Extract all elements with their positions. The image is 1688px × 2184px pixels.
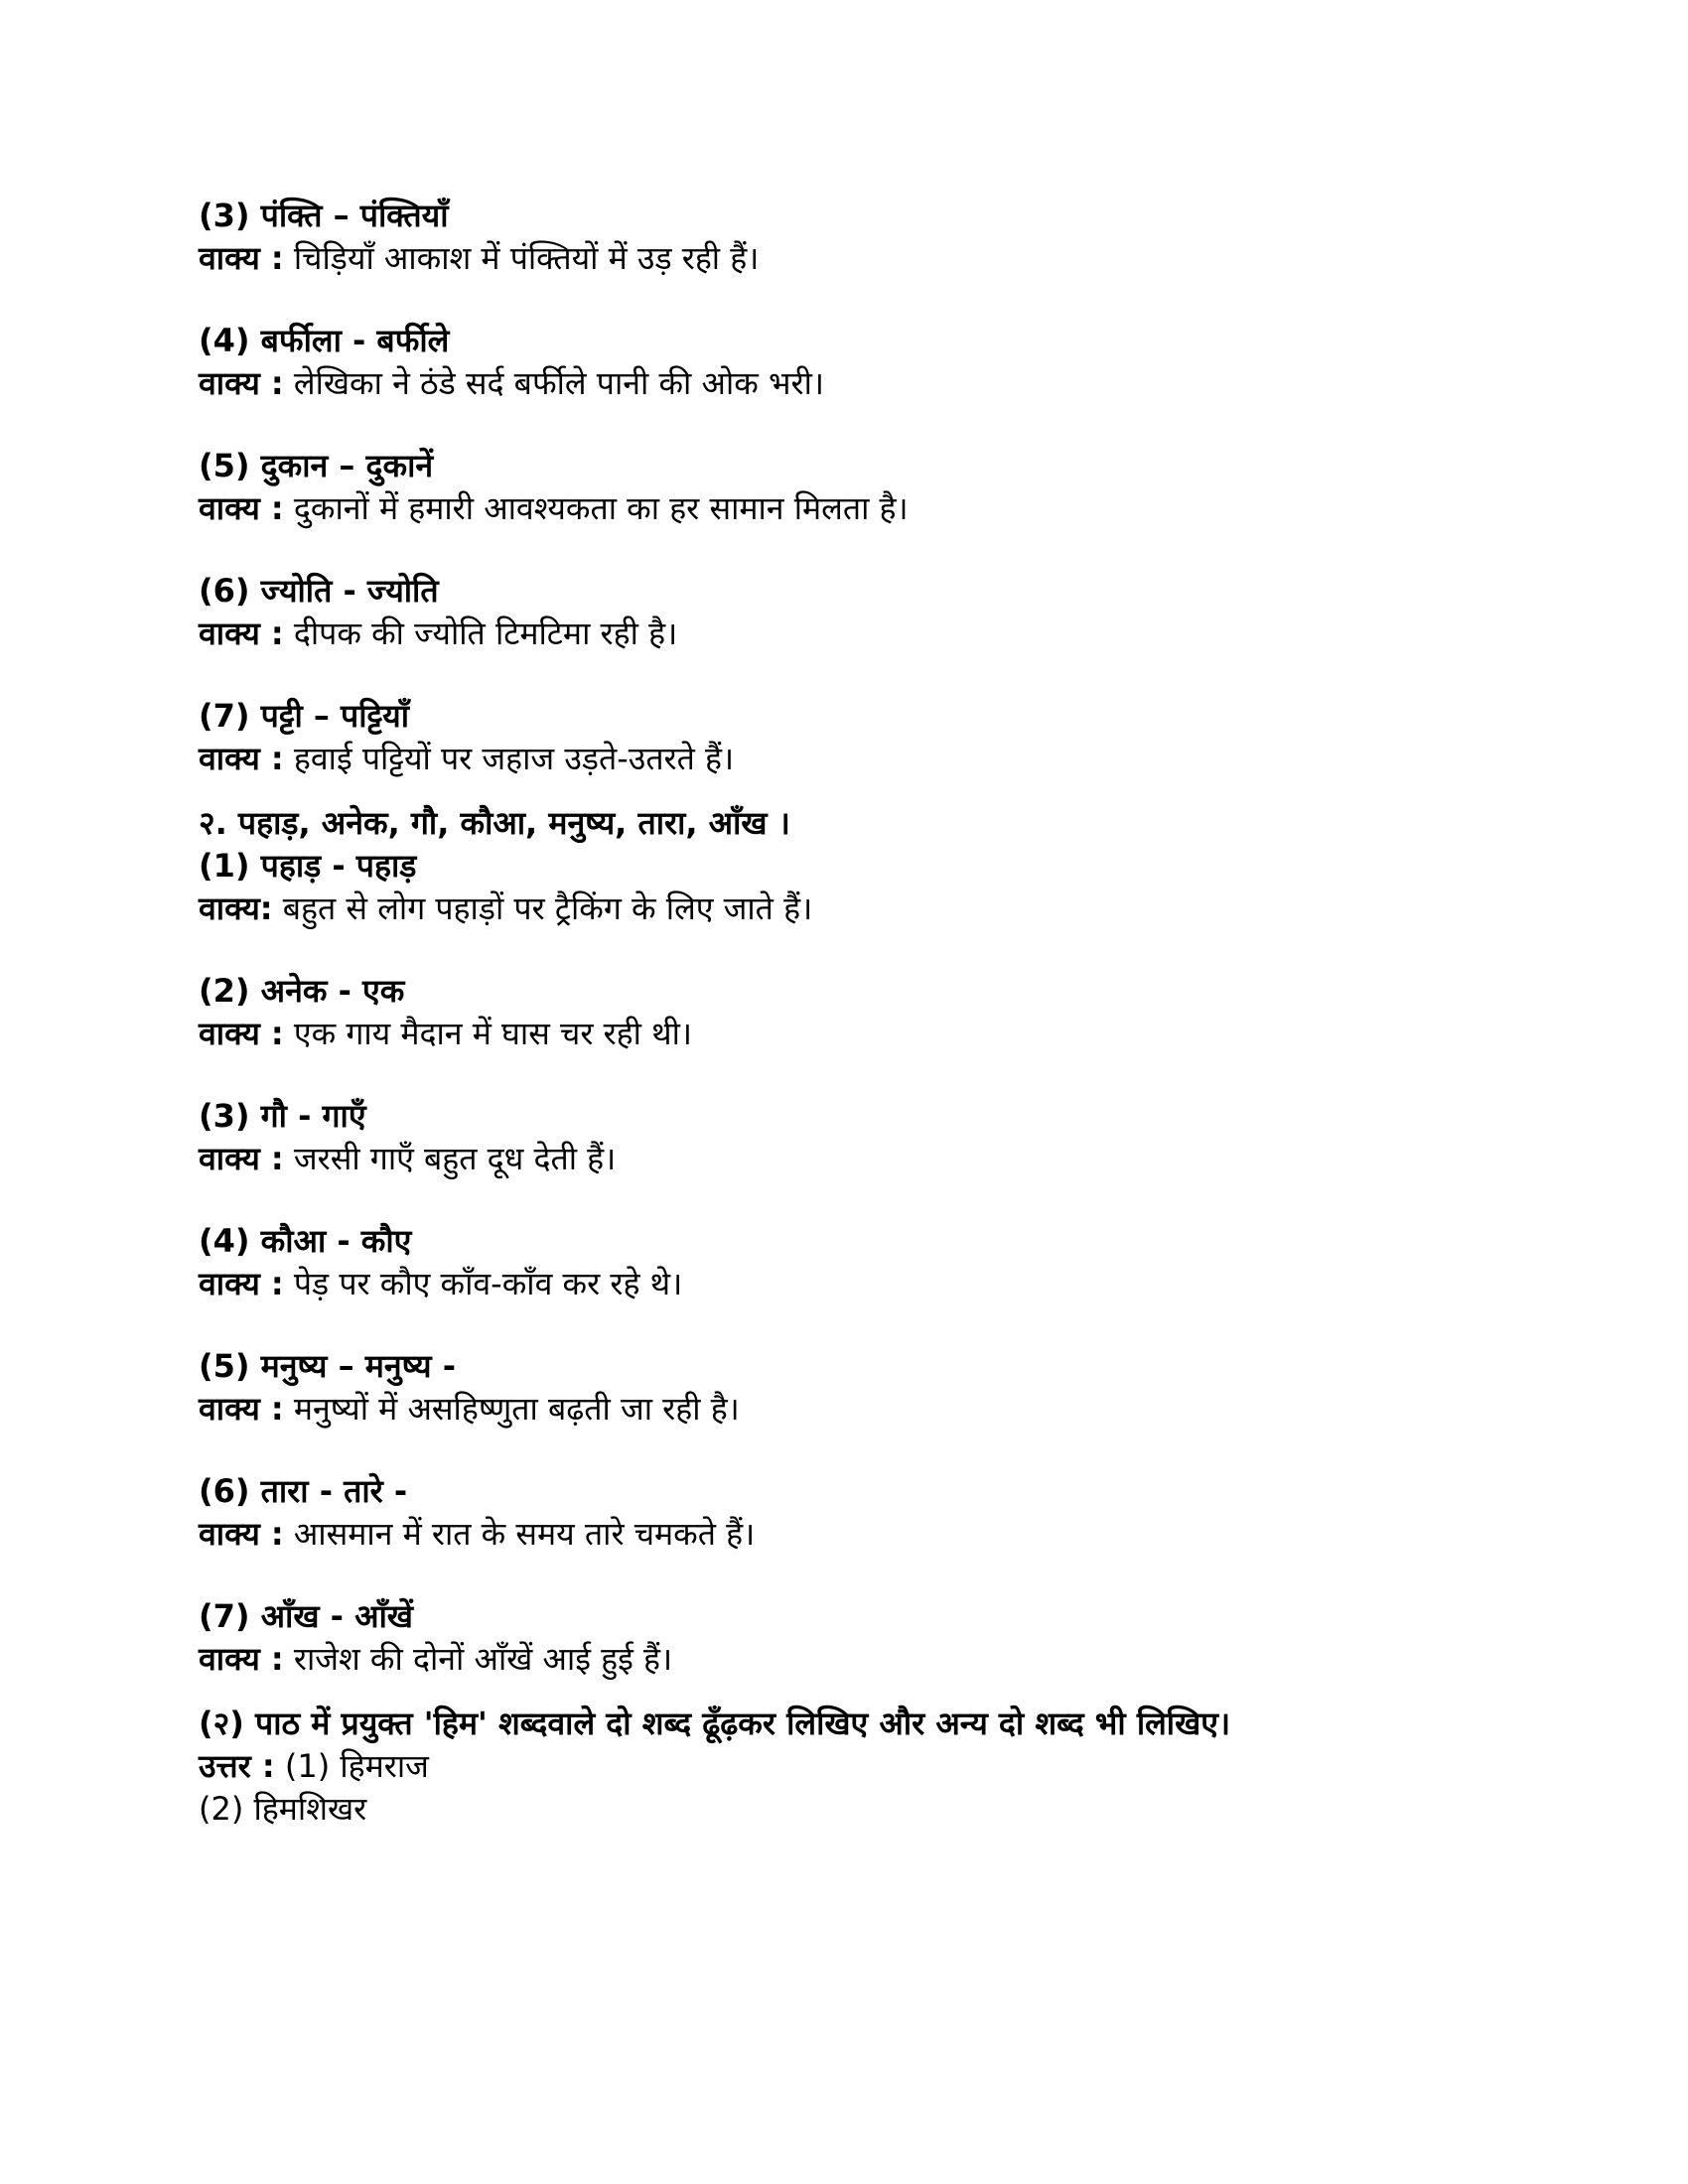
list-item [199,695,1628,780]
sentence-label: वाक्य : [199,239,284,277]
sentence-label: वाक्य : [199,1640,284,1678]
item-sentence-line [199,1388,1628,1431]
sentence-text: एक गाय मैदान में घास चर रही थी। [283,1015,692,1052]
item-sentence-line [199,1263,1628,1305]
sentence-text: दीपक की ज्योति टिमटिमा रही है। [283,614,678,652]
sentence-label: वाक्य : [199,740,284,777]
sentence-text: लेखिका ने ठंडे सर्द बर्फीले पानी की ओक भरी। [283,364,824,402]
question-heading: (२) पाठ में प्रयुक्त 'हिम' शब्दवाले दो शब्द ढूँढ़कर लिखिए और अन्य दो शब्द भी लिखिए। [199,1705,1231,1742]
list-item [199,1220,1628,1305]
answer-line [199,1745,1628,1788]
sentence-label: वाक्य : [199,1140,284,1177]
list-item [199,845,1628,930]
sentence-text: आसमान में रात के समय तारे चमकते हैं। [283,1515,756,1553]
item-heading: (4) बर्फीला - बर्फीले [199,322,450,359]
list-item [199,570,1628,655]
section-title: २. पहाड़, अनेक, गौ, कौआ, मनुष्य, तारा, आँख । [199,804,790,842]
sentence-label: वाक्य : [199,614,284,652]
sentence-text: बहुत से लोग पहाड़ों पर ट्रैकिंग के लिए जाते हैं। [272,889,813,927]
item-sentence-line [199,362,1628,405]
list-item [199,1470,1628,1556]
item-sentence-line [199,1638,1628,1681]
list-item [199,1595,1628,1681]
sentence-text: राजेश की दोनों आँखें आई हुई हैं। [283,1640,673,1678]
item-heading: (3) पंक्ति – पंक्तियाँ [199,197,449,234]
list-item [199,320,1628,405]
item-heading: (7) आँख - आँखें [199,1597,413,1635]
list-item [199,195,1628,280]
item-heading: (3) गौ - गाएँ [199,1097,366,1135]
item-sentence-line [199,887,1628,930]
item-heading: (4) कौआ - कौए [199,1222,412,1260]
item-heading: (5) मनुष्य – मनुष्य - [199,1347,456,1385]
item-sentence-line [199,487,1628,530]
document-page [199,195,1628,1831]
sentence-text: पेड़ पर कौए काँव-काँव कर रहे थे। [283,1265,683,1302]
sentence-text: चिड़ियाँ आकाश में पंक्तियों में उड़ रही हैं। [283,239,760,277]
item-sentence-line [199,237,1628,280]
item-sentence-line [199,1513,1628,1556]
item-sentence-line [199,1013,1628,1055]
item-heading: (2) अनेक - एक [199,972,405,1010]
item-heading: (6) तारा - तारे - [199,1472,408,1510]
item-heading: (1) पहाड़ - पहाड़ [199,847,417,885]
sentence-label: वाक्य : [199,364,284,402]
answer-line-second: (2) हिमशिखर [199,1790,367,1828]
sentence-label: वाक्य : [199,489,284,527]
sentence-label: वाक्य : [199,1015,284,1052]
sentence-text: जरसी गाएँ बहुत दूध देती हैं। [283,1140,617,1177]
item-heading: (7) पट्टी – पट्टियाँ [199,697,410,735]
item-sentence-line [199,738,1628,780]
item-sentence-line [199,1138,1628,1180]
sentence-label: वाक्य : [199,1390,284,1428]
answer-text: (1) हिमराज [274,1747,429,1785]
item-heading: (5) दुकान – दुकानें [199,447,434,484]
item-heading: (6) ज्योति - ज्योति [199,572,439,610]
sentence-label: वाक्य : [199,1265,284,1302]
list-item [199,1345,1628,1431]
item-sentence-line [199,613,1628,655]
list-item [199,445,1628,530]
sentence-text: दुकानों में हमारी आवश्यकता का हर सामान मिलता है। [283,489,909,527]
sentence-label: वाक्य: [199,889,273,927]
sentence-text: हवाई पट्टियों पर जहाज उड़ते-उतरते हैं। [283,740,735,777]
sentence-label: वाक्य : [199,1515,284,1553]
list-item [199,1095,1628,1180]
answer-label: उत्तर : [199,1747,275,1785]
sentence-text: मनुष्यों में असहिष्णुता बढ़ती जा रही है। [283,1390,740,1428]
list-item [199,970,1628,1055]
